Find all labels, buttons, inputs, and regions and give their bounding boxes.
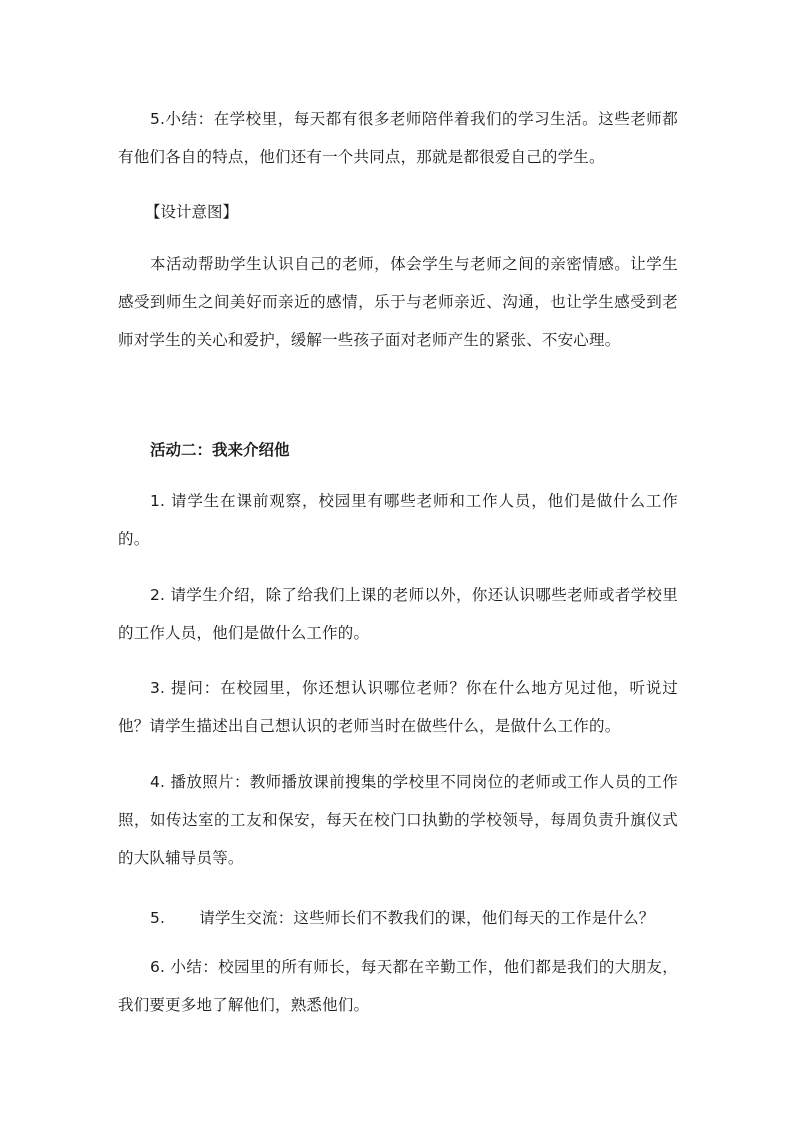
- step-5-number: 5.: [150, 909, 166, 927]
- step-2-paragraph: 2. 请学生介绍，除了给我们上课的老师以外，你还认识哪些老师或者学校里的工作人员，他们是做什么工作的。: [118, 586, 678, 642]
- step-1-paragraph: 1. 请学生在课前观察，校园里有哪些老师和工作人员，他们是做什么工作的。: [118, 492, 678, 548]
- step-3-paragraph: 3. 提问：在校园里，你还想认识哪位老师？你在什么地方见过他，听说过他？请学生描述出自己想认识的老师当时在做些什么，是做什么工作的。: [118, 679, 678, 735]
- design-intent-title: 【设计意图】: [145, 203, 239, 221]
- summary-paragraph: 5.小结：在学校里，每天都有很多老师陪伴着我们的学习生活。这些老师都有他们各自的特点，他们还有一个共同点，那就是都很爱自己的学生。: [118, 110, 678, 166]
- step-6-paragraph: 6. 小结：校园里的所有师长，每天都在辛勤工作，他们都是我们的大朋友，我们要更多地了解他们，熟悉他们。: [118, 958, 678, 1014]
- activity-two-heading: 活动二：我来介绍他: [150, 441, 290, 459]
- step-4-paragraph: 4. 播放照片：教师播放课前搜集的学校里不同岗位的老师或工作人员的工作照，如传达室的工友和保安，每天在校门口执勤的学校领导，每周负责升旗仪式的大队辅导员等。: [118, 773, 678, 867]
- step-5-paragraph: [118, 899, 678, 937]
- step-5-text: 请学生交流：这些师长们不教我们的课，他们每天的工作是什么？: [199, 909, 655, 927]
- design-intent-paragraph: 本活动帮助学生认识自己的老师，体会学生与老师之间的亲密情感。让学生感受到师生之间美好而亲近的感情，乐于与老师亲近、沟通，也让学生感受到老师对学生的关心和爱护，缓解一些孩子面对老师产生的紧张、不安心理。: [118, 255, 678, 349]
